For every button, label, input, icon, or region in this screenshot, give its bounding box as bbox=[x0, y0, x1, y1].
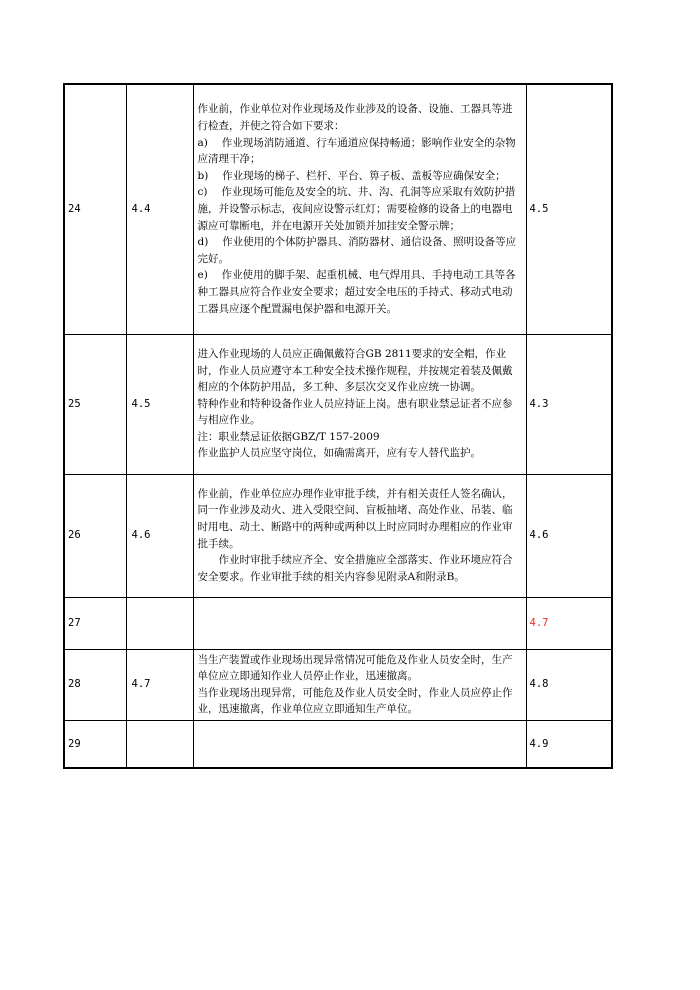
requirement-paragraph: e) 作业使用的脚手架、起重机械、电气焊用具、手持电动工具等各种工器具应符合作业安全要求；超过安全电压的手持式、移动式电动工器具应逐个配置漏电保护器和电源开关。 bbox=[197, 269, 516, 315]
reference-clause-cell: 4.6 bbox=[526, 474, 612, 597]
requirement-text-cell bbox=[193, 474, 526, 597]
requirement-text-cell bbox=[193, 84, 526, 334]
row-number-cell: 25 bbox=[64, 334, 126, 474]
requirement-paragraph: a) 作业现场消防通道、行车通道应保持畅通；影响作业安全的杂物应清理干净； bbox=[197, 136, 516, 166]
requirement-text-cell bbox=[193, 334, 526, 474]
clause-number-cell bbox=[126, 597, 193, 649]
requirement-paragraph: b) 作业现场的梯子、栏杆、平台、箅子板、盖板等应确保安全； bbox=[197, 169, 506, 182]
reference-clause-cell: 4.8 bbox=[526, 649, 612, 720]
requirement-paragraph: 注：职业禁忌证依据GBZ/T 157-2009 bbox=[197, 430, 380, 443]
reference-clause-cell: 4.3 bbox=[526, 334, 612, 474]
requirement-paragraph: d) 作业使用的个体防护器具、消防器材、通信设备、照明设备等应完好。 bbox=[197, 236, 517, 265]
table-row bbox=[64, 474, 612, 597]
reference-clause-cell: 4.7 bbox=[526, 597, 612, 649]
requirement-paragraph: 当作业现场出现异常，可能危及作业人员安全时，作业人员应停止作业，迅速撤离，作业单位应立即通知生产单位。 bbox=[197, 686, 513, 716]
requirement-paragraph: 作业监护人员应坚守岗位，如确需离开，应有专人替代监护。 bbox=[197, 447, 481, 460]
clause-number-cell: 4.6 bbox=[126, 474, 193, 597]
row-number-cell: 29 bbox=[64, 720, 126, 768]
row-number-cell: 26 bbox=[64, 474, 126, 597]
requirement-paragraph: 进入作业现场的人员应正确佩戴符合GB 2811要求的安全帽，作业时，作业人员应遵守本工种安全技术操作规程，并按规定着装及佩戴相应的个体防护用品，多工种、多层次交叉作业应统一协调。 bbox=[197, 347, 513, 394]
clause-number-cell bbox=[126, 720, 193, 768]
reference-clause-cell: 4.5 bbox=[526, 84, 612, 334]
clause-number-cell: 4.5 bbox=[126, 334, 193, 474]
requirement-text-cell bbox=[193, 649, 526, 720]
requirement-text-cell bbox=[193, 720, 526, 768]
requirement-paragraph: 作业前，作业单位应办理作业审批手续，并有相关责任人签名确认，同一作业涉及动火、进入受限空间、盲板抽堵、高处作业、吊装、临时用电、动土、断路中的两种或两种以上时应同时办理相应的作业审批手续。 bbox=[197, 487, 513, 550]
table-row bbox=[64, 597, 612, 649]
requirement-paragraph: 特种作业和特种设备作业人员应持证上岗。患有职业禁忌证者不应参与相应作业。 bbox=[197, 397, 513, 427]
row-number-cell: 27 bbox=[64, 597, 126, 649]
requirement-paragraph: 作业时审批手续应齐全、安全措施应全部落实、作业环境应符合安全要求。作业审批手续的相关内容参见附录A和附录B。 bbox=[197, 554, 513, 583]
standard-clause-table bbox=[63, 83, 613, 769]
clause-number-cell: 4.7 bbox=[126, 649, 193, 720]
requirement-paragraph: 作业前，作业单位对作业现场及作业涉及的设备、设施、工器具等进行检查，并使之符合如下要求： bbox=[197, 103, 513, 132]
requirement-paragraph: 当生产装置或作业现场出现异常情况可能危及作业人员安全时，生产单位应立即通知作业人员停止作业，迅速撤离。 bbox=[197, 653, 513, 683]
clause-number-cell: 4.4 bbox=[126, 84, 193, 334]
requirement-paragraph: c) 作业现场可能危及安全的坑、井、沟、孔洞等应采取有效防护措施，并设警示标志，夜间应设警示红灯；需要检修的设备上的电器电源应可靠断电，并在电源开关处加锁并加挂安全警示牌； bbox=[197, 186, 516, 232]
table-row bbox=[64, 334, 612, 474]
table-row bbox=[64, 84, 612, 334]
requirement-text-cell bbox=[193, 597, 526, 649]
table-row bbox=[64, 720, 612, 768]
row-number-cell: 28 bbox=[64, 649, 126, 720]
row-number-cell: 24 bbox=[64, 84, 126, 334]
reference-clause-cell: 4.9 bbox=[526, 720, 612, 768]
table-row bbox=[64, 649, 612, 720]
